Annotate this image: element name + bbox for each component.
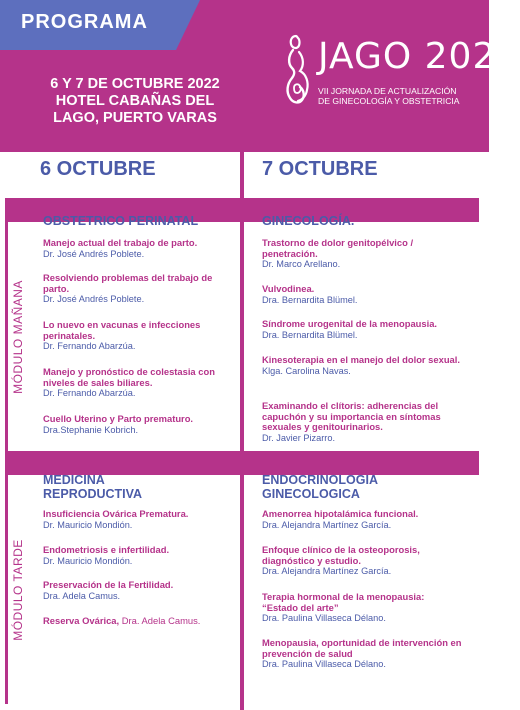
day1-morning-block	[31, 214, 240, 451]
item-speaker: Dr. José Andrés Poblete.	[43, 248, 145, 259]
item-speaker: Dr. Javier Pizarro.	[262, 432, 336, 443]
item-title: Examinando el clítoris: adherencias del capuchón y su importancia en síntomas sexuales y genitourinarios.	[262, 400, 441, 432]
list-item	[43, 616, 243, 627]
item-speaker: Dr. Mauricio Mondión.	[43, 519, 133, 530]
list-item	[262, 401, 477, 444]
list-item	[43, 580, 238, 602]
item-speaker: Dr. Marco Arellano.	[262, 259, 341, 269]
item-title: Endometriosis e infertilidad.	[43, 544, 170, 555]
afternoon-module-label-wrap	[5, 475, 31, 704]
day1-afternoon-block	[31, 475, 240, 704]
item-title: Insuficiencia Ovárica Prematura.	[43, 508, 189, 519]
list-item	[262, 238, 457, 270]
morning-module-label: MÓDULO MAÑANA	[11, 279, 25, 394]
list-item	[262, 284, 472, 306]
programa-label: PROGRAMA	[21, 11, 148, 33]
list-item	[43, 238, 233, 260]
section-title: OBSTETRICO PERINATAL	[43, 214, 199, 228]
day2-afternoon-block	[244, 475, 479, 704]
item-title: Terapia hormonal de la menopausia: “Estado del arte”	[262, 591, 425, 613]
jago-logo	[282, 30, 520, 120]
item-speaker: Dra. Alejandra Martínez García.	[262, 566, 392, 576]
event-info	[20, 76, 250, 127]
event-venue-line1: HOTEL CABAÑAS DEL	[55, 93, 215, 109]
item-title: Preservación de la Fertilidad.	[43, 579, 174, 590]
list-item	[43, 545, 238, 567]
event-dates: 6 Y 7 DE OCTUBRE 2022	[50, 76, 220, 92]
item-speaker: Dra. Paulina Villaseca Délano.	[262, 659, 386, 669]
section-title-line1: ENDOCRINOLOGIA	[262, 473, 378, 487]
logo-title: JAGO 2022	[318, 36, 520, 77]
morning-module-strip	[5, 222, 34, 451]
item-speaker: Dra.Stephanie Kobrich.	[43, 424, 138, 435]
afternoon-module-strip	[5, 475, 34, 704]
item-speaker: Dra. Bernardita Blümel.	[262, 294, 358, 305]
item-speaker: Dra. Bernardita Blümel.	[262, 329, 358, 340]
logo-subtitle	[318, 86, 460, 106]
item-title: Menopausia, oportunidad de intervención en prevención de salud	[262, 637, 462, 659]
item-title: Reserva Ovárica,	[43, 615, 120, 626]
section-title	[262, 473, 378, 501]
afternoon-module-label: MÓDULO TARDE	[11, 538, 26, 641]
item-speaker: Dra. Alejandra Martínez García.	[262, 519, 392, 530]
item-title: Manejo actual del trabajo de parto.	[43, 237, 198, 248]
list-item	[262, 638, 462, 670]
day1-heading: 6 OCTUBRE	[40, 158, 156, 180]
list-item	[43, 273, 228, 305]
day2-morning-block	[244, 214, 479, 451]
item-title: Trastorno de dolor genitopélvico / penetración.	[262, 237, 414, 259]
item-title: Manejo y pronóstico de colestasia con niveles de sales biliares.	[43, 366, 215, 388]
item-title: Kinesoterapia en el manejo del dolor sexual.	[262, 354, 460, 365]
list-item	[262, 545, 462, 577]
item-title: Vulvodinea.	[262, 283, 315, 294]
section-title-line2: REPRODUCTIVA	[43, 487, 143, 501]
item-title: Amenorrea hipotalámica funcional.	[262, 508, 419, 519]
list-item	[262, 509, 477, 531]
item-speaker: Dr. Mauricio Mondión.	[43, 555, 133, 566]
logo-subtitle-line1: VII JORNADA DE ACTUALIZACIÓN	[318, 86, 457, 96]
list-item	[262, 319, 477, 341]
section-title-line1: MEDICINA	[43, 473, 105, 487]
section-title-line2: GINECOLOGICA	[262, 487, 360, 501]
section-title	[43, 473, 142, 501]
item-speaker: Klga. Carolina Navas.	[262, 365, 351, 376]
list-item	[43, 367, 233, 399]
item-title: Resolviendo problemas del trabajo de parto.	[43, 272, 213, 294]
logo-subtitle-line2: DE GINECOLOGÍA Y OBSTETRICIA	[318, 96, 460, 106]
item-speaker: Dra. Adela Camus.	[121, 615, 201, 626]
item-speaker: Dr. José Andrés Poblete.	[43, 294, 145, 304]
section-title: GINECOLOGÍA.	[262, 214, 355, 228]
item-line	[43, 616, 243, 627]
header-banner	[0, 0, 520, 152]
list-item	[262, 355, 462, 377]
event-venue-line2: LAGO, PUERTO VARAS	[53, 110, 217, 126]
item-speaker: Dr. Fernando Abarzúa.	[43, 341, 136, 351]
item-title: Síndrome urogenital de la menopausia.	[262, 318, 438, 329]
list-item	[43, 320, 218, 352]
item-title: Cuello Uterino y Parto prematuro.	[43, 413, 194, 424]
morning-module-label-wrap	[5, 222, 31, 451]
day2-heading: 7 OCTUBRE	[262, 158, 378, 180]
list-item	[43, 414, 233, 436]
item-title: Enfoque clínico de la osteoporosis, diagnóstico y estudio.	[262, 544, 420, 566]
item-speaker: Dr. Fernando Abarzúa.	[43, 388, 136, 398]
pregnancy-silhouette-icon	[282, 30, 316, 114]
list-item	[43, 509, 238, 531]
list-item	[262, 592, 462, 624]
item-speaker: Dra. Paulina Villaseca Délano.	[262, 613, 386, 623]
item-title: Lo nuevo en vacunas e infecciones perinatales.	[43, 319, 201, 341]
item-speaker: Dra. Adela Camus.	[43, 590, 121, 601]
